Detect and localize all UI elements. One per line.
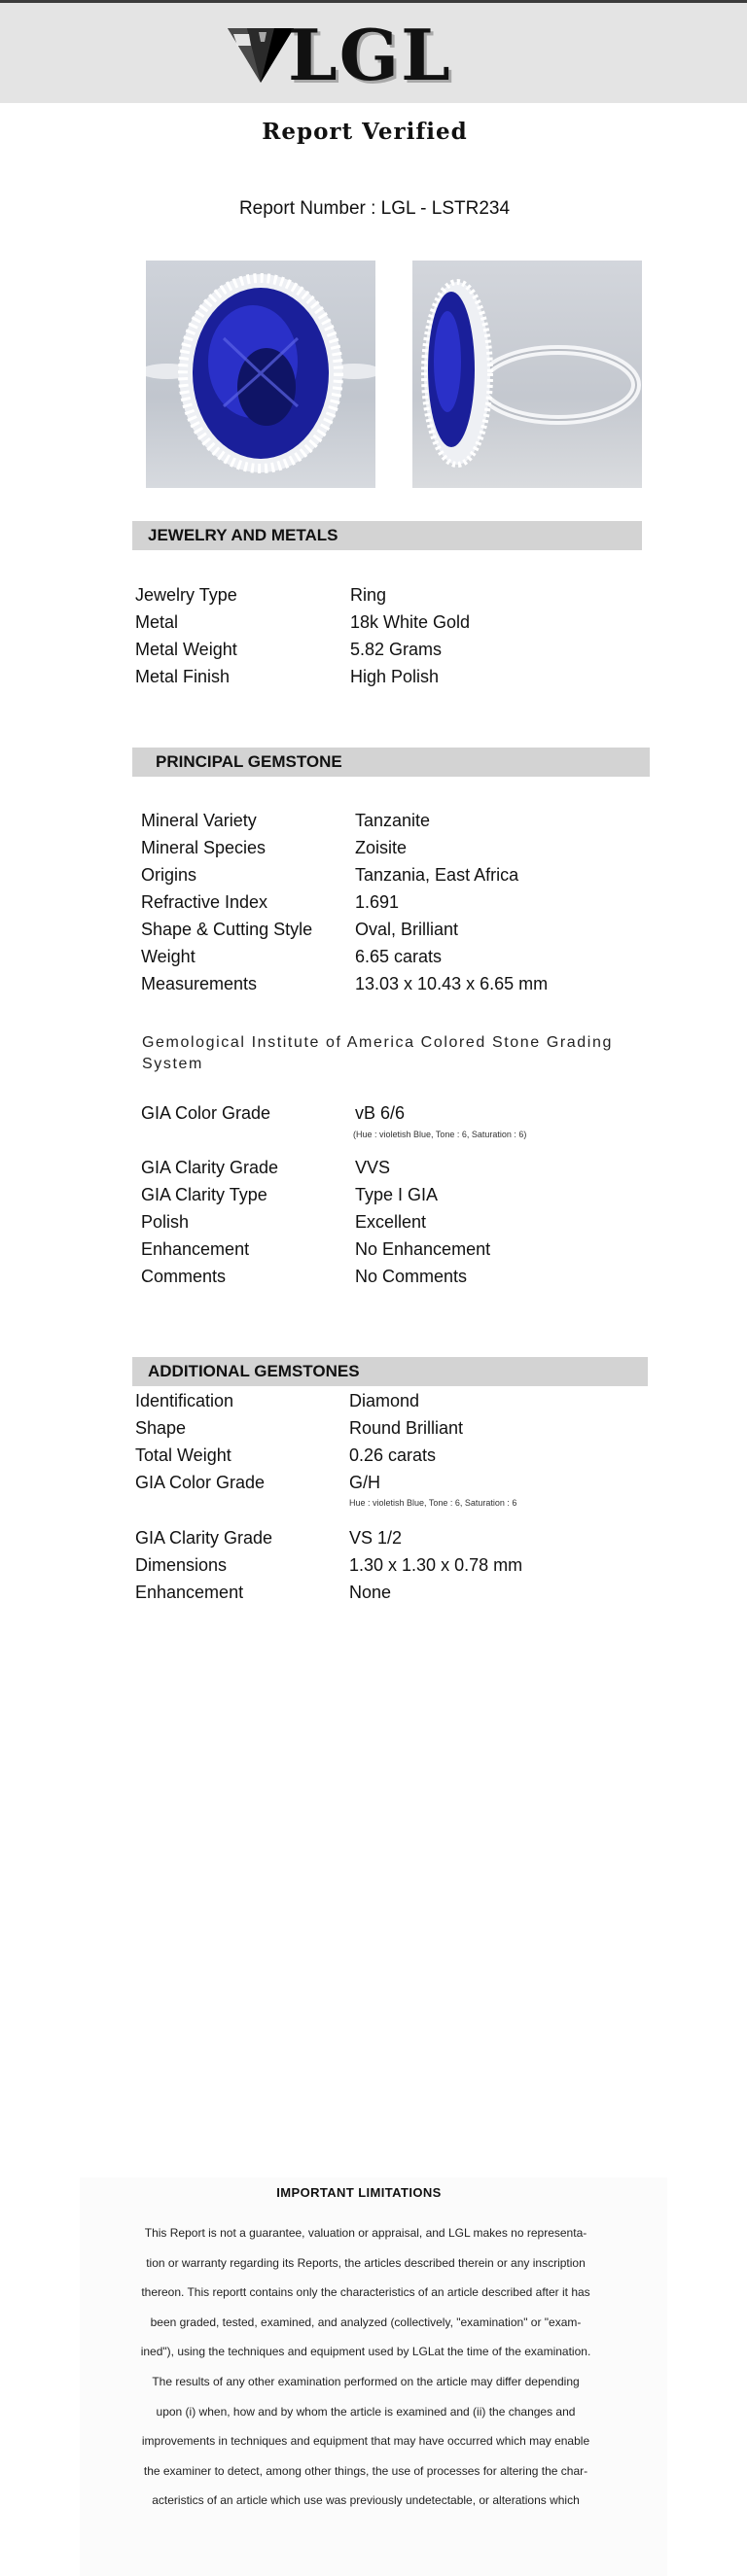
detail-value: Tanzanite [355,811,431,830]
detail-label: GIA Clarity Type [141,1185,267,1204]
detail-label: GIA Color Grade [141,1103,271,1123]
detail-value: Ring [350,585,387,605]
limitations-line: the examiner to detect, among other things, the use of processes for altering the char- [143,2463,588,2478]
detail-value: 13.03 x 10.43 x 6.65 mm [355,974,549,993]
detail-value: VS 1/2 [349,1528,403,1548]
logo-text: LGL [288,14,452,96]
section-header-jewelry: JEWELRY AND METALS [132,521,642,550]
detail-label: GIA Color Grade [135,1473,266,1492]
gia-grading-heading: Gemological Institute of America Colored Stone Grading System [142,1034,613,1072]
detail-label: Comments [141,1267,227,1286]
detail-value: Zoisite [355,838,408,857]
detail-label: Metal Weight [135,640,237,659]
detail-label: Shape [135,1418,187,1438]
detail-value: VVS [355,1158,391,1177]
detail-label: Polish [141,1212,190,1232]
detail-value: G/H [349,1473,381,1492]
detail-value: No Comments [355,1267,468,1286]
color-grade-note: (Hue : violetish Blue, Tone : 6, Saturation : 6) [353,1130,527,1139]
detail-label: Identification [135,1391,234,1410]
limitations-text [101,2218,630,2516]
limitations-title: IMPORTANT LIMITATIONS [276,2185,442,2200]
detail-value: No Enhancement [355,1239,491,1259]
detail-label: Mineral Species [141,838,267,857]
page-title: Report Verified [262,119,468,145]
detail-value: None [349,1583,392,1602]
detail-value: 0.26 carats [349,1445,437,1465]
logo [222,14,475,96]
limitations-line: improvements in techniques and equipment that may have occurred which may enable [141,2434,590,2449]
limitations-line: been graded, tested, examined, and analyzed (collectively, "examination" or "exam- [150,2315,582,2329]
detail-label: Mineral Variety [141,811,257,830]
detail-value: 5.82 Grams [350,640,443,659]
limitations-line: The results of any other examination performed on the article may differ depending [152,2374,580,2388]
detail-value: vB 6/6 [355,1103,406,1123]
header-banner [0,3,747,103]
detail-value: High Polish [350,667,440,686]
detail-value: Round Brilliant [349,1418,464,1438]
detail-label: Origins [141,865,197,885]
detail-value: Excellent [355,1212,427,1232]
detail-label: Weight [141,947,196,966]
limitations-line: ined"), using the techniques and equipment used by LGLat the time of the examination. [140,2345,591,2359]
detail-value: 18k White Gold [350,612,471,632]
detail-label: Enhancement [141,1239,250,1259]
detail-label: Jewelry Type [135,585,237,605]
detail-value: 1.30 x 1.30 x 0.78 mm [349,1555,523,1575]
detail-label: Total Weight [135,1445,231,1465]
detail-label: GIA Clarity Grade [135,1528,273,1548]
detail-label: Measurements [141,974,258,993]
detail-label: Shape & Cutting Style [141,920,313,939]
section-header-additional: ADDITIONAL GEMSTONES [132,1357,648,1386]
limitations-line: acteristics of an article which use was previously undetectable, or alterations which [152,2493,580,2508]
limitations-line: upon (i) when, how and by whom the article is examined and (ii) the changes and [156,2404,576,2419]
limitations-line: thereon. This reportt contains only the characteristics of an article described after it has [141,2285,590,2300]
detail-value: Diamond [349,1391,420,1410]
detail-label: Metal Finish [135,667,231,686]
limitations-line: tion or warranty regarding its Reports, the articles described therein or any inscription [146,2255,586,2270]
detail-label: GIA Clarity Grade [141,1158,279,1177]
ring-front-photo [146,261,375,488]
detail-label: Metal [135,612,179,632]
additional-color-note: Hue : violetish Blue, Tone : 6, Saturation : 6 [349,1498,517,1508]
ring-side-photo [412,261,642,488]
detail-label: Enhancement [135,1583,244,1602]
report-number: Report Number : LGL - LSTR234 [238,198,511,219]
detail-label: Refractive Index [141,892,268,912]
detail-label: Dimensions [135,1555,228,1575]
detail-value: Oval, Brilliant [355,920,459,939]
section-header-principal: PRINCIPAL GEMSTONE [132,748,650,777]
detail-value: 1.691 [355,892,400,912]
detail-value: Type I GIA [355,1185,439,1204]
limitations-line: This Report is not a guarantee, valuation or appraisal, and LGL makes no representa- [144,2226,587,2240]
detail-value: Tanzania, East Africa [355,865,519,885]
detail-value: 6.65 carats [355,947,443,966]
